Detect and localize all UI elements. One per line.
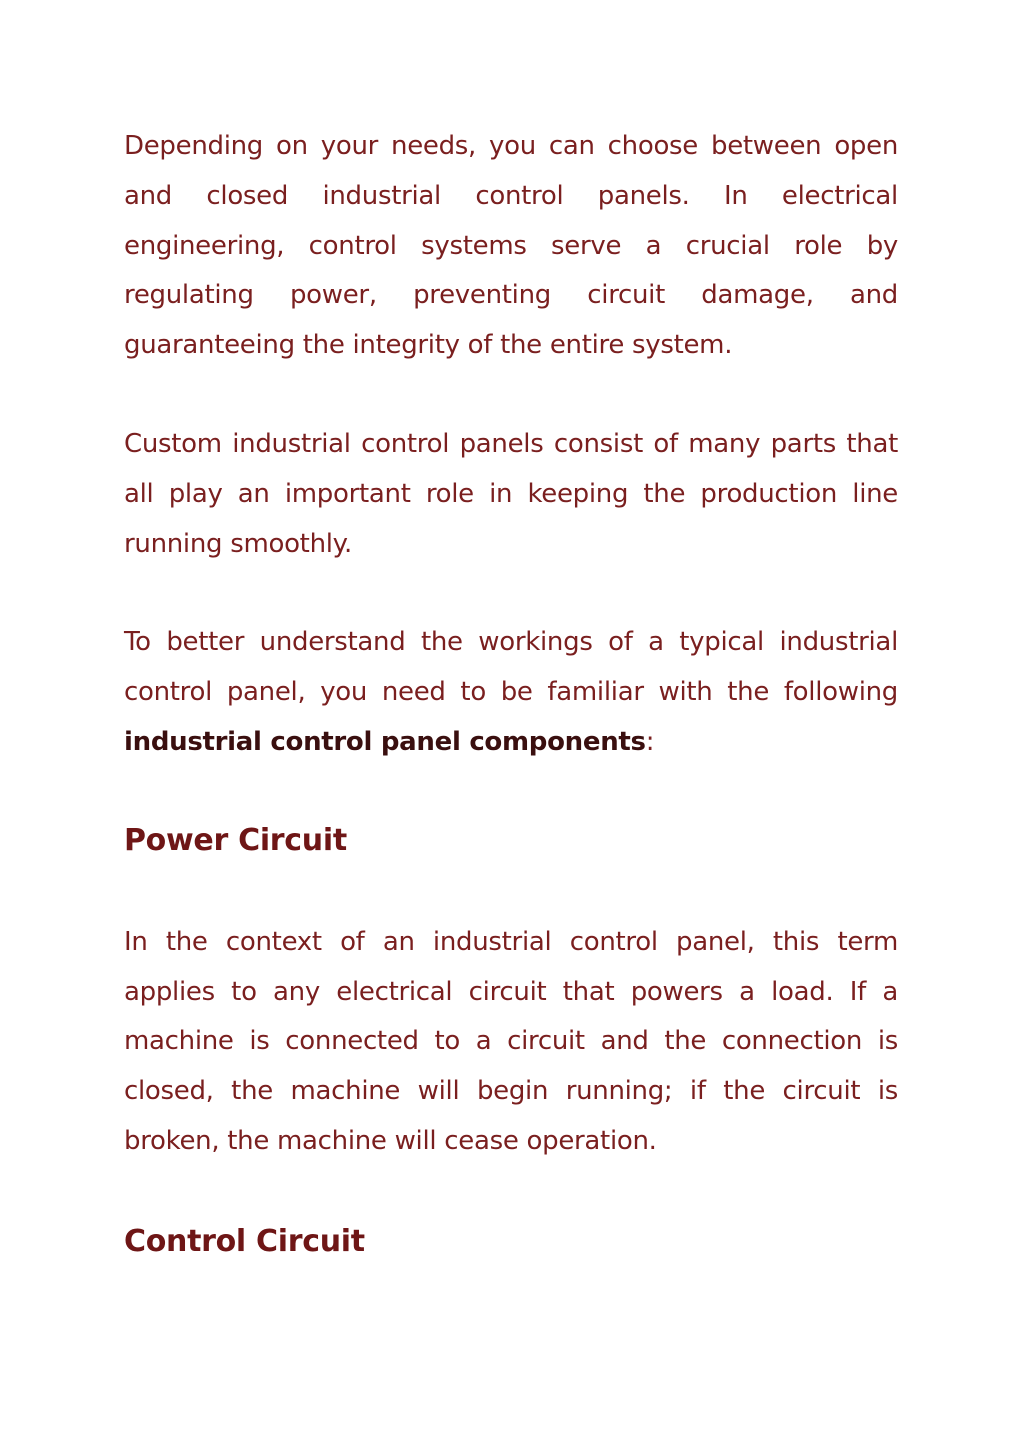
components-paragraph-lead: To better understand the workings of a typical industrial control panel, you need to be familiar with the following [124, 627, 898, 708]
document-page [124, 122, 898, 1267]
components-paragraph-tail: : [645, 726, 655, 757]
power-circuit-heading: Power Circuit [124, 822, 347, 858]
components-paragraph [124, 618, 898, 767]
components-keyword: industrial control panel components [124, 726, 646, 757]
control-circuit-heading: Control Circuit [124, 1223, 365, 1259]
parts-paragraph: Custom industrial control panels consist of many parts that all play an important role in keeping the production line running smoothly. [124, 428, 898, 559]
intro-paragraph: Depending on your needs, you can choose between open and closed industrial control panels. In electrical engineering, control systems serve a crucial role by regulating power, preventing circuit damage, and guaranteeing the integrity of the entire system. [124, 131, 898, 361]
power-circuit-paragraph: In the context of an industrial control panel, this term applies to any electrical circuit that powers a load. If a machine is connected to a circuit and the connection is closed, the machine will begin running; if the circuit is broken, the machine will cease operation. [124, 926, 898, 1156]
